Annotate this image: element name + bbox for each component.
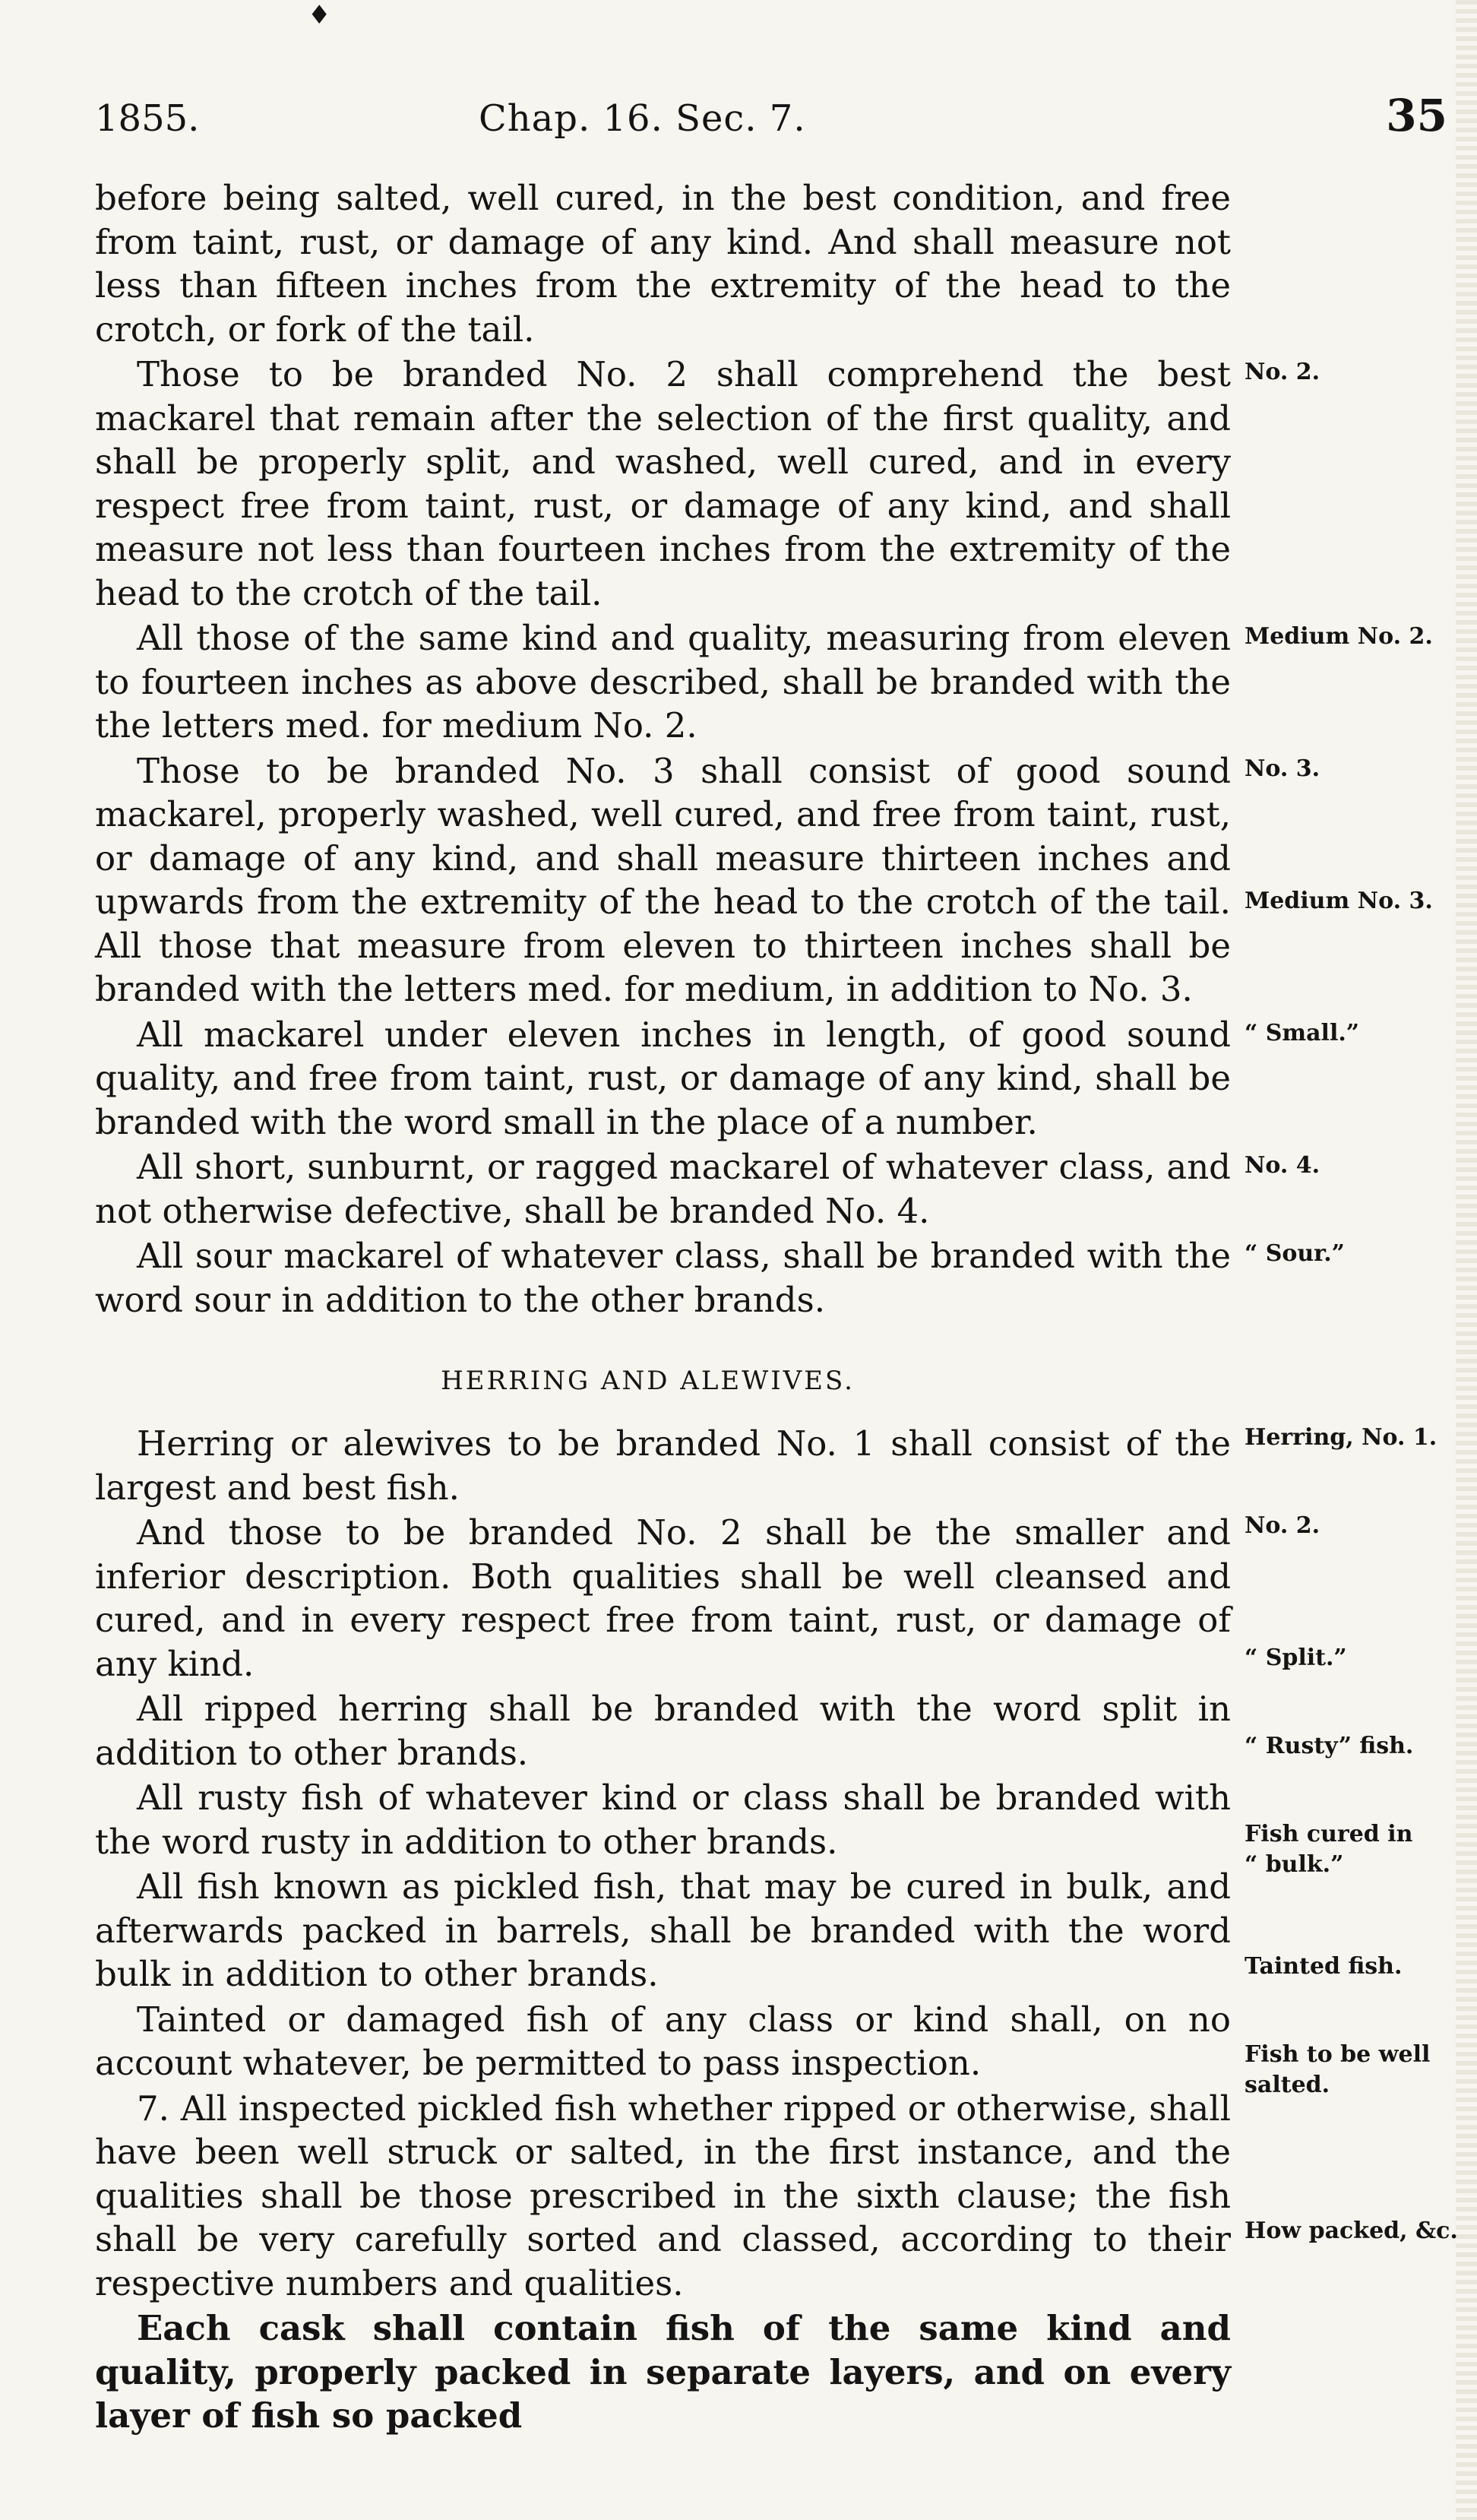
- sidenote-salted-line2: salted.: [1245, 2072, 1330, 2098]
- sidenote-small: “ Small.”: [1245, 1020, 1360, 1046]
- paragraph: And those to be branded No. 2 shall be the smaller and inferior description. Both qualities shall be well cleansed and cured, and in every respect free from taint, rust, or damage of any kind.: [95, 1512, 1231, 1684]
- paragraph: 7. All inspected pickled fish whether ripped or otherwise, shall have been well struck or salted, in the first instance, and the qualities shall be those prescribed in the sixth clause; the fish shall be very carefully sorted and classed, according to their respective numbers and qualities.: [95, 2088, 1231, 2303]
- sidenote-medium-no2: Medium No. 2.: [1245, 623, 1433, 650]
- sidenote-no3: No. 3.: [1245, 755, 1320, 782]
- sidenote-salted-line1: Fish to be well: [1245, 2041, 1431, 2068]
- sidenote-rusty: “ Rusty” fish.: [1245, 1733, 1414, 1759]
- paragraph: Tainted or damaged fish of any class or kind shall, on no account whatever, be permitted to pass inspection.: [95, 1999, 1231, 2083]
- paragraph: All sour mackarel of whatever class, shall be branded with the word sour in addition to the other brands.: [95, 1236, 1231, 1320]
- header-year: 1855.: [95, 97, 200, 140]
- paragraph: Herring or alewives to be branded No. 1 shall consist of the largest and best fish.: [95, 1423, 1231, 1508]
- paragraph: All those of the same kind and quality, measuring from eleven to fourteen inches as above described, shall be branded with the the letters med. for medium No. 2.: [95, 618, 1231, 746]
- page-edge: [1456, 0, 1477, 2520]
- paragraph: Those to be branded No. 2 shall comprehend the best mackarel that remain after the selection of the first quality, and shall be properly split, and washed, well cured, and in every respect free from taint, rust, or damage of any kind, and shall measure not less than fourteen inches from the extremity of the head to the crotch of the tail.: [95, 354, 1231, 613]
- sidenote-no4: No. 4.: [1245, 1152, 1320, 1179]
- sidenote-sour: “ Sour.”: [1245, 1240, 1345, 1267]
- sidenote-medium-no3: Medium No. 3.: [1245, 888, 1433, 914]
- sidenote-bulk-line2: “ bulk.”: [1245, 1851, 1344, 1878]
- sidenote-bulk: [1245, 1819, 1412, 1880]
- main-text: [95, 176, 1231, 2438]
- sidenote-bulk-line1: Fish cured in: [1245, 1821, 1413, 1847]
- running-header: [95, 90, 1447, 150]
- sidenote-split: “ Split.”: [1245, 1645, 1347, 1671]
- sidenote-packed: How packed, &c.: [1245, 2218, 1458, 2244]
- sidenote-salted: [1245, 2040, 1430, 2101]
- page-number: 35: [1386, 90, 1447, 141]
- paragraph: All ripped herring shall be branded with the word split in addition to other brands.: [95, 1689, 1231, 1773]
- header-chapter: Chap. 16. Sec. 7.: [479, 97, 806, 140]
- sidenote-tainted: Tainted fish.: [1245, 1953, 1403, 1980]
- section-heading: HERRING AND ALEWIVES.: [441, 1366, 855, 1396]
- sidenote-herring-no2: No. 2.: [1245, 1512, 1320, 1539]
- paragraph: All rusty fish of whatever kind or class shall be branded with the word rusty in addition to other brands.: [95, 1778, 1231, 1862]
- ink-mark: ♦: [308, 0, 331, 30]
- paragraph: before being salted, well cured, in the best condition, and free from taint, rust, or damage of any kind. And shall measure not less than fifteen inches from the extremity of the head to the crotch, or fork of the tail.: [95, 178, 1231, 350]
- paragraph: All short, sunburnt, or ragged mackarel of whatever class, and not otherwise defective, shall be branded No. 4.: [95, 1147, 1231, 1231]
- paragraph: All fish known as pickled fish, that may be cured in bulk, and afterwards packed in barrels, shall be branded with the word bulk in addition to other brands.: [95, 1866, 1231, 1994]
- paragraph: All mackarel under eleven inches in length, of good sound quality, and free from taint, rust, or damage of any kind, shall be branded with the word small in the place of a number.: [95, 1014, 1231, 1142]
- paragraph: Those to be branded No. 3 shall consist of good sound mackarel, properly washed, well cured, and free from taint, rust, or damage of any kind, and shall measure thirteen inches and upwards from the extremity of the head to the crotch of the tail. All those that measure from eleven to thirteen inches shall be branded with the letters med. for medium, in addition to No. 3.: [95, 750, 1231, 1009]
- paragraph: Each cask shall contain fish of the same kind and quality, properly packed in separate layers, and on every layer of fish so packed: [95, 2308, 1231, 2436]
- sidenote-herring-no1: Herring, No. 1.: [1245, 1424, 1437, 1451]
- sidenote-no2: No. 2.: [1245, 359, 1320, 385]
